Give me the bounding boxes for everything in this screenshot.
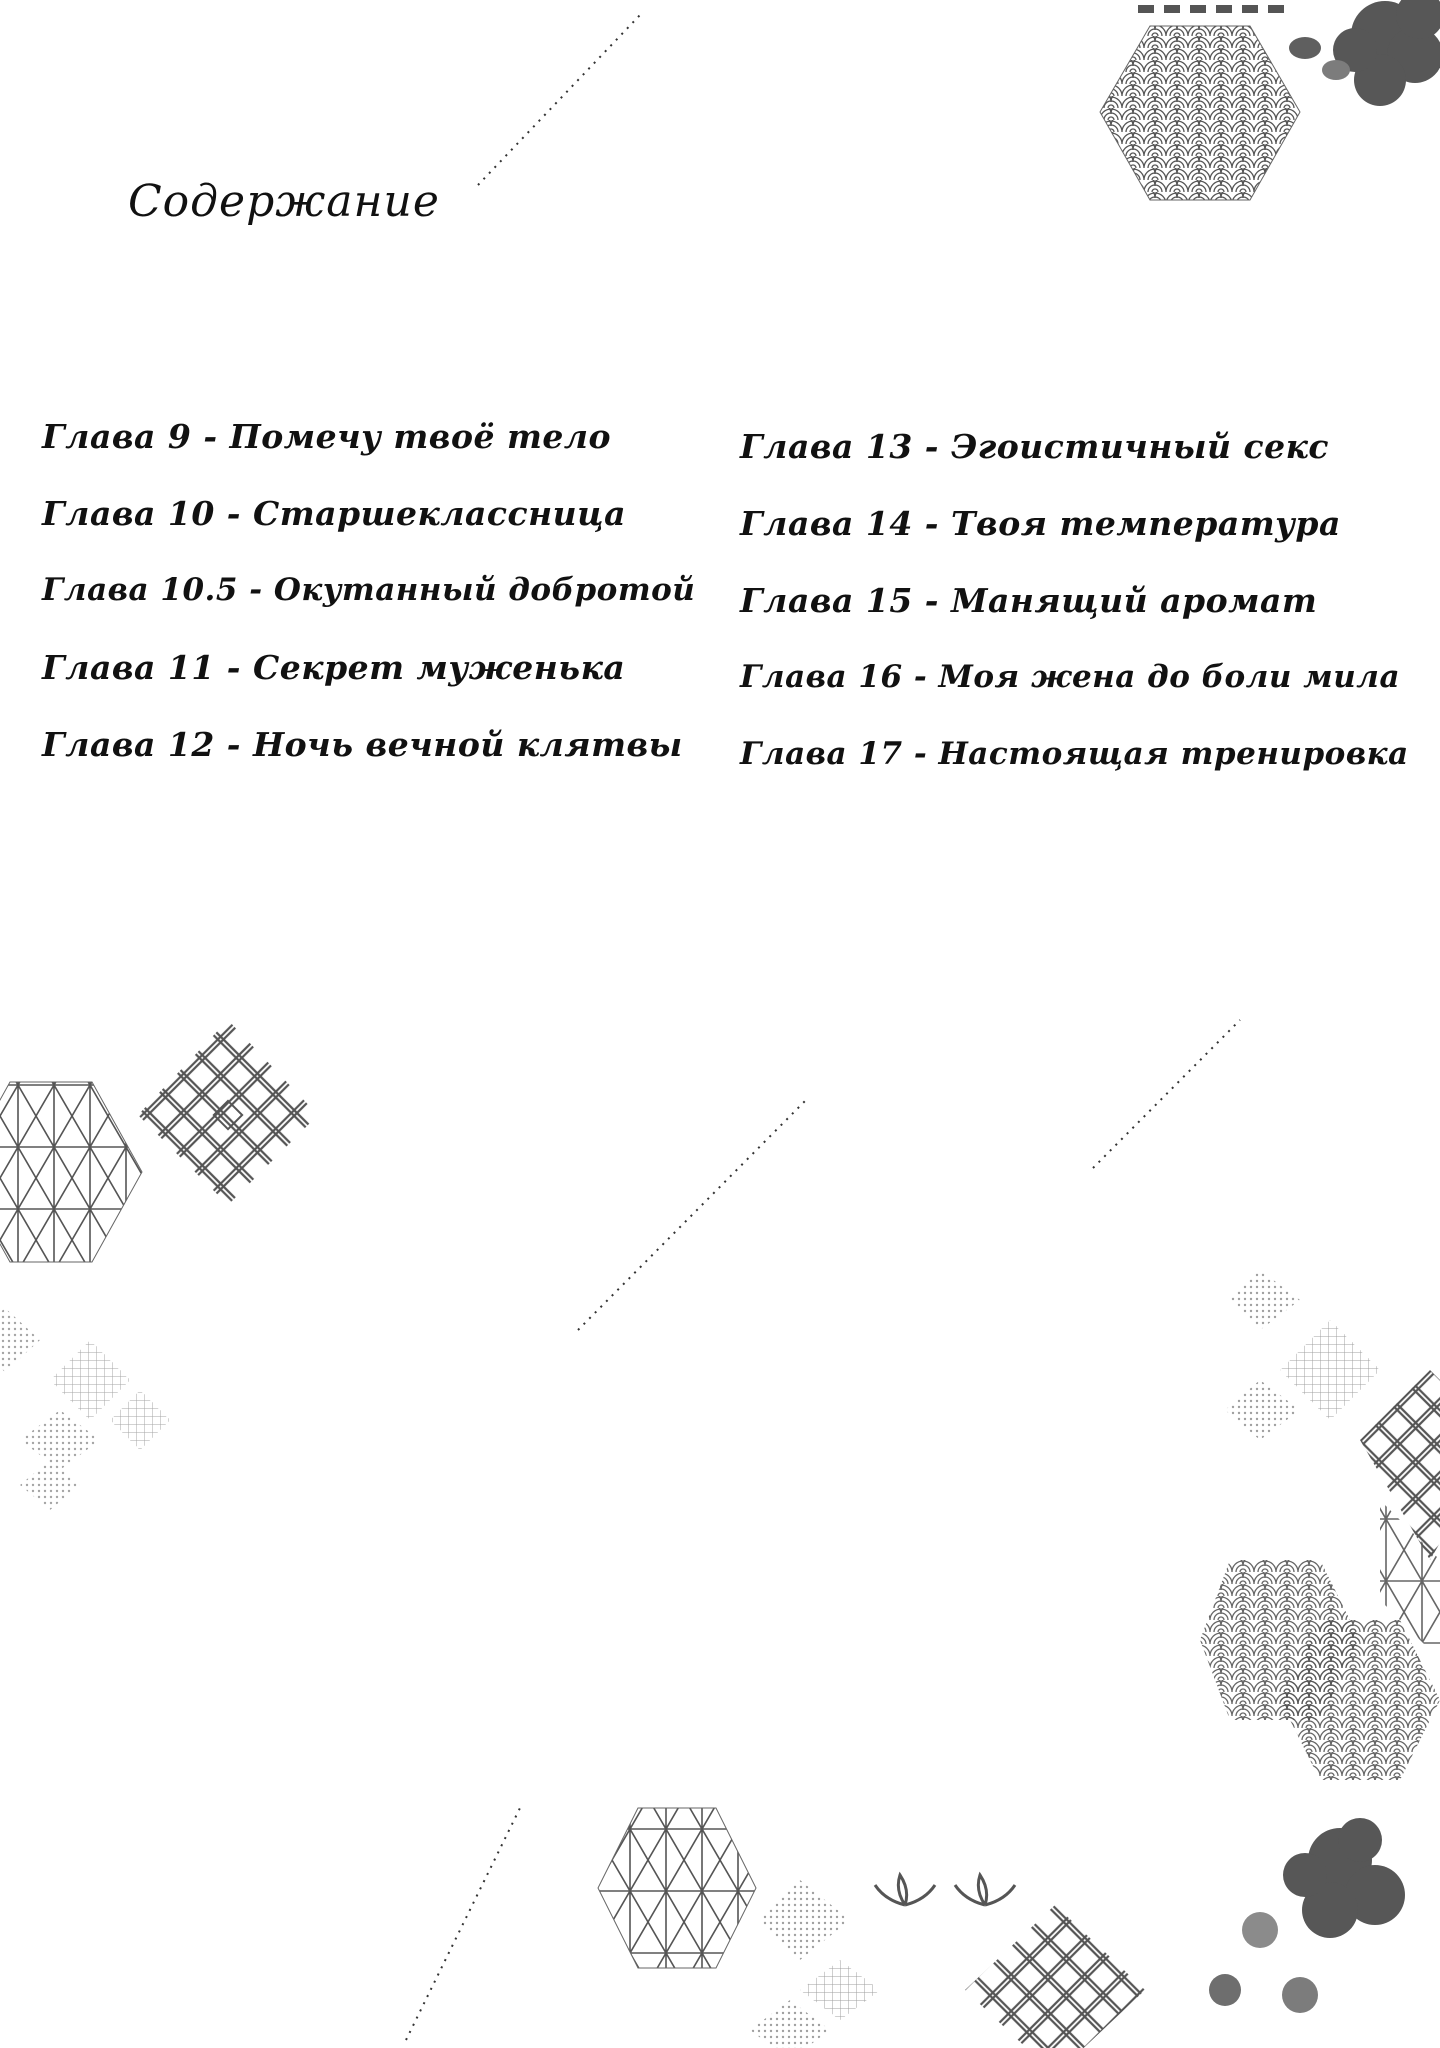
lattice-diamond-left xyxy=(138,1020,318,1205)
toc-chapter: Глава 14 xyxy=(740,504,913,543)
toc-chapter-name: Твоя температура xyxy=(950,504,1341,543)
lattice-diamond-bottom xyxy=(965,1905,1145,2048)
toc-item xyxy=(740,562,1409,639)
toc-item xyxy=(740,716,1409,793)
toc-chapter: Глава 15 xyxy=(740,581,913,620)
toc-chapter-name: Ночь вечной клятвы xyxy=(252,725,683,764)
asanoha-hexagon-left xyxy=(0,1082,142,1262)
toc-separator: - xyxy=(214,494,253,533)
toc-chapter: Глава 11 xyxy=(42,648,215,687)
toc-item xyxy=(42,552,695,629)
toc-separator: - xyxy=(214,648,253,687)
toc-chapter-name: Моя жена до боли мила xyxy=(938,659,1401,695)
toc-item xyxy=(42,398,695,475)
diamond-cluster-left xyxy=(0,1308,170,1510)
toc-separator: - xyxy=(912,581,951,620)
toc-chapter: Глава 9 xyxy=(42,417,192,456)
bottom-diamonds xyxy=(750,1880,880,2048)
toc-item xyxy=(740,639,1409,716)
toc-separator: - xyxy=(902,659,939,695)
flower-bottom-right xyxy=(1209,1818,1405,2013)
pattern-cluster-right xyxy=(1200,1270,1440,1780)
toc-column-left xyxy=(42,398,695,783)
dotted-diagonal-lines xyxy=(406,15,1240,2040)
toc-chapter-name: Помечу твоё тело xyxy=(229,417,612,456)
toc-chapter-name: Секрет муженька xyxy=(252,648,626,687)
leaf-sprigs xyxy=(875,1875,1015,1905)
toc-chapter: Глава 16 xyxy=(740,659,903,695)
toc-chapter: Глава 10 xyxy=(42,494,215,533)
page-title: Содержание xyxy=(128,176,440,227)
toc-separator: - xyxy=(191,417,230,456)
toc-chapter: Глава 17 xyxy=(740,736,903,772)
toc-separator: - xyxy=(912,427,951,466)
toc-separator: - xyxy=(902,736,939,772)
toc-chapter: Глава 10.5 xyxy=(42,572,238,608)
toc-chapter-name: Окутанный добротой xyxy=(273,572,696,608)
toc-chapter: Глава 13 xyxy=(740,427,913,466)
seigaiha-hexagon-top-right xyxy=(1100,5,1300,200)
toc-item xyxy=(740,408,1409,485)
toc-chapter-name: Старшеклассница xyxy=(252,494,627,533)
flower-top-right xyxy=(1289,0,1440,106)
toc-chapter-name: Эгоистичный секс xyxy=(950,427,1330,466)
toc-chapter-name: Манящий аромат xyxy=(950,581,1318,620)
toc-item xyxy=(42,629,695,706)
toc-item xyxy=(740,485,1409,562)
toc-separator: - xyxy=(912,504,951,543)
asanoha-hexagon-bottom xyxy=(598,1808,756,1968)
toc-chapter: Глава 12 xyxy=(42,725,215,764)
toc-item xyxy=(42,706,695,783)
toc-chapter-name: Настоящая тренировка xyxy=(938,736,1409,772)
toc-separator: - xyxy=(237,572,274,608)
toc-separator: - xyxy=(214,725,253,764)
toc-item xyxy=(42,475,695,552)
toc-column-right xyxy=(740,408,1409,793)
